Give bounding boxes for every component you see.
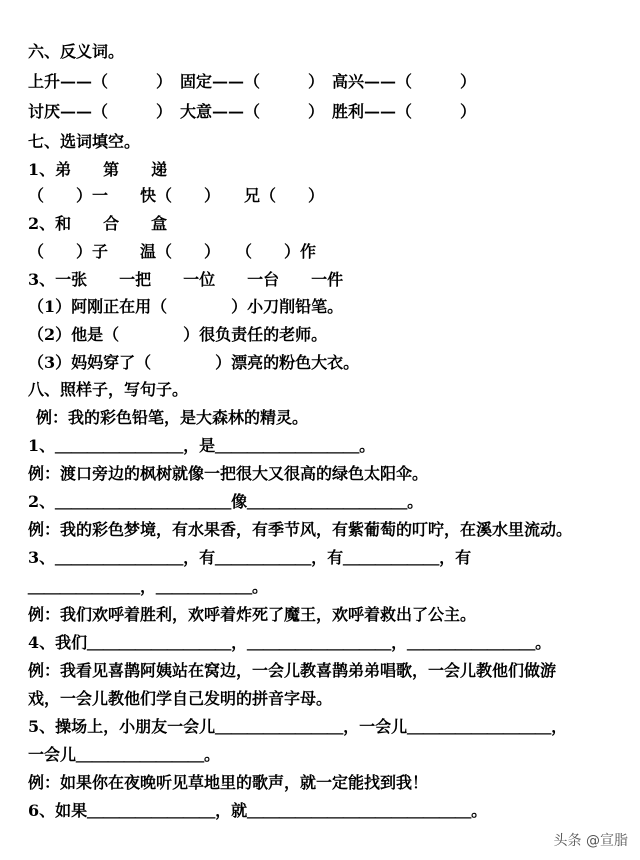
example-1: 例：我的彩色铅笔，是大森林的精灵。 bbox=[36, 408, 309, 427]
example-2: 例：渡口旁边的枫树就像一把很大又很高的绿色太阳伞。 bbox=[28, 464, 429, 483]
exercise-4: 4、我们＿＿＿＿＿＿＿＿＿，＿＿＿＿＿＿＿＿＿，＿＿＿＿＿＿＿＿。 bbox=[28, 633, 552, 652]
q3-word-options: 3、一张 一把 一位 一台 一件 bbox=[28, 270, 344, 289]
antonym-row-1: 上升——（ ） 固定——（ ） 高兴——（ ） bbox=[28, 72, 477, 91]
section-6-title: 六、反义词。 bbox=[28, 42, 125, 61]
q1-word-options: 1、弟 第 递 bbox=[28, 160, 168, 179]
example-4: 例：我们欢呼着胜利，欢呼着炸死了魔王，欢呼着救出了公主。 bbox=[28, 605, 477, 624]
section-8-title: 八、照样子，写句子。 bbox=[28, 380, 189, 399]
q1-fill-blanks: （ ）一 快（ ） 兄（ ） bbox=[28, 186, 325, 205]
source-watermark: 头条 @宣脂 bbox=[553, 833, 628, 849]
section-7-title: 七、选词填空。 bbox=[28, 132, 141, 151]
example-5-line-2: 戏，一会儿教他们学自己发明的拼音字母。 bbox=[28, 689, 333, 708]
exercise-5-line-2: 一会儿＿＿＿＿＿＿＿＿。 bbox=[28, 745, 221, 764]
q2-word-options: 2、和 合 盒 bbox=[28, 214, 168, 233]
exercise-1: 1、＿＿＿＿＿＿＿＿，是＿＿＿＿＿＿＿＿＿。 bbox=[28, 436, 376, 455]
antonym-row-2: 讨厌——（ ） 大意——（ ） 胜利——（ ） bbox=[28, 102, 477, 121]
q3-sentence-3: （3）妈妈穿了（ ）漂亮的粉色大衣。 bbox=[28, 353, 360, 372]
example-5-line-1: 例：我看见喜鹊阿姨站在窝边，一会儿教喜鹊弟弟唱歌，一会儿教他们做游 bbox=[28, 661, 557, 680]
q3-sentence-2: （2）他是（ ）很负责任的老师。 bbox=[28, 325, 328, 344]
exercise-2: 2、＿＿＿＿＿＿＿＿＿＿＿像＿＿＿＿＿＿＿＿＿＿。 bbox=[28, 492, 424, 511]
exercise-6: 6、如果＿＿＿＿＿＿＿＿，就＿＿＿＿＿＿＿＿＿＿＿＿＿＿。 bbox=[28, 801, 488, 820]
example-6: 例：如果你在夜晚听见草地里的歌声，就一定能找到我！ bbox=[28, 773, 429, 792]
q2-fill-blanks: （ ）子 温（ ） （ ）作 bbox=[28, 242, 317, 261]
exercise-5-line-1: 5、操场上，小朋友一会儿＿＿＿＿＿＿＿＿，一会儿＿＿＿＿＿＿＿＿＿， bbox=[28, 717, 568, 736]
q3-sentence-1: （1）阿刚正在用（ ）小刀削铅笔。 bbox=[28, 297, 344, 316]
exercise-3-line-2: ＿＿＿＿＿＿＿，＿＿＿＿＿＿。 bbox=[28, 577, 269, 596]
example-3: 例：我的彩色梦境，有水果香，有季节风，有紫葡萄的叮咛，在溪水里流动。 bbox=[28, 520, 573, 539]
exercise-3-line-1: 3、＿＿＿＿＿＿＿＿，有＿＿＿＿＿＿，有＿＿＿＿＿＿，有 bbox=[28, 548, 472, 567]
